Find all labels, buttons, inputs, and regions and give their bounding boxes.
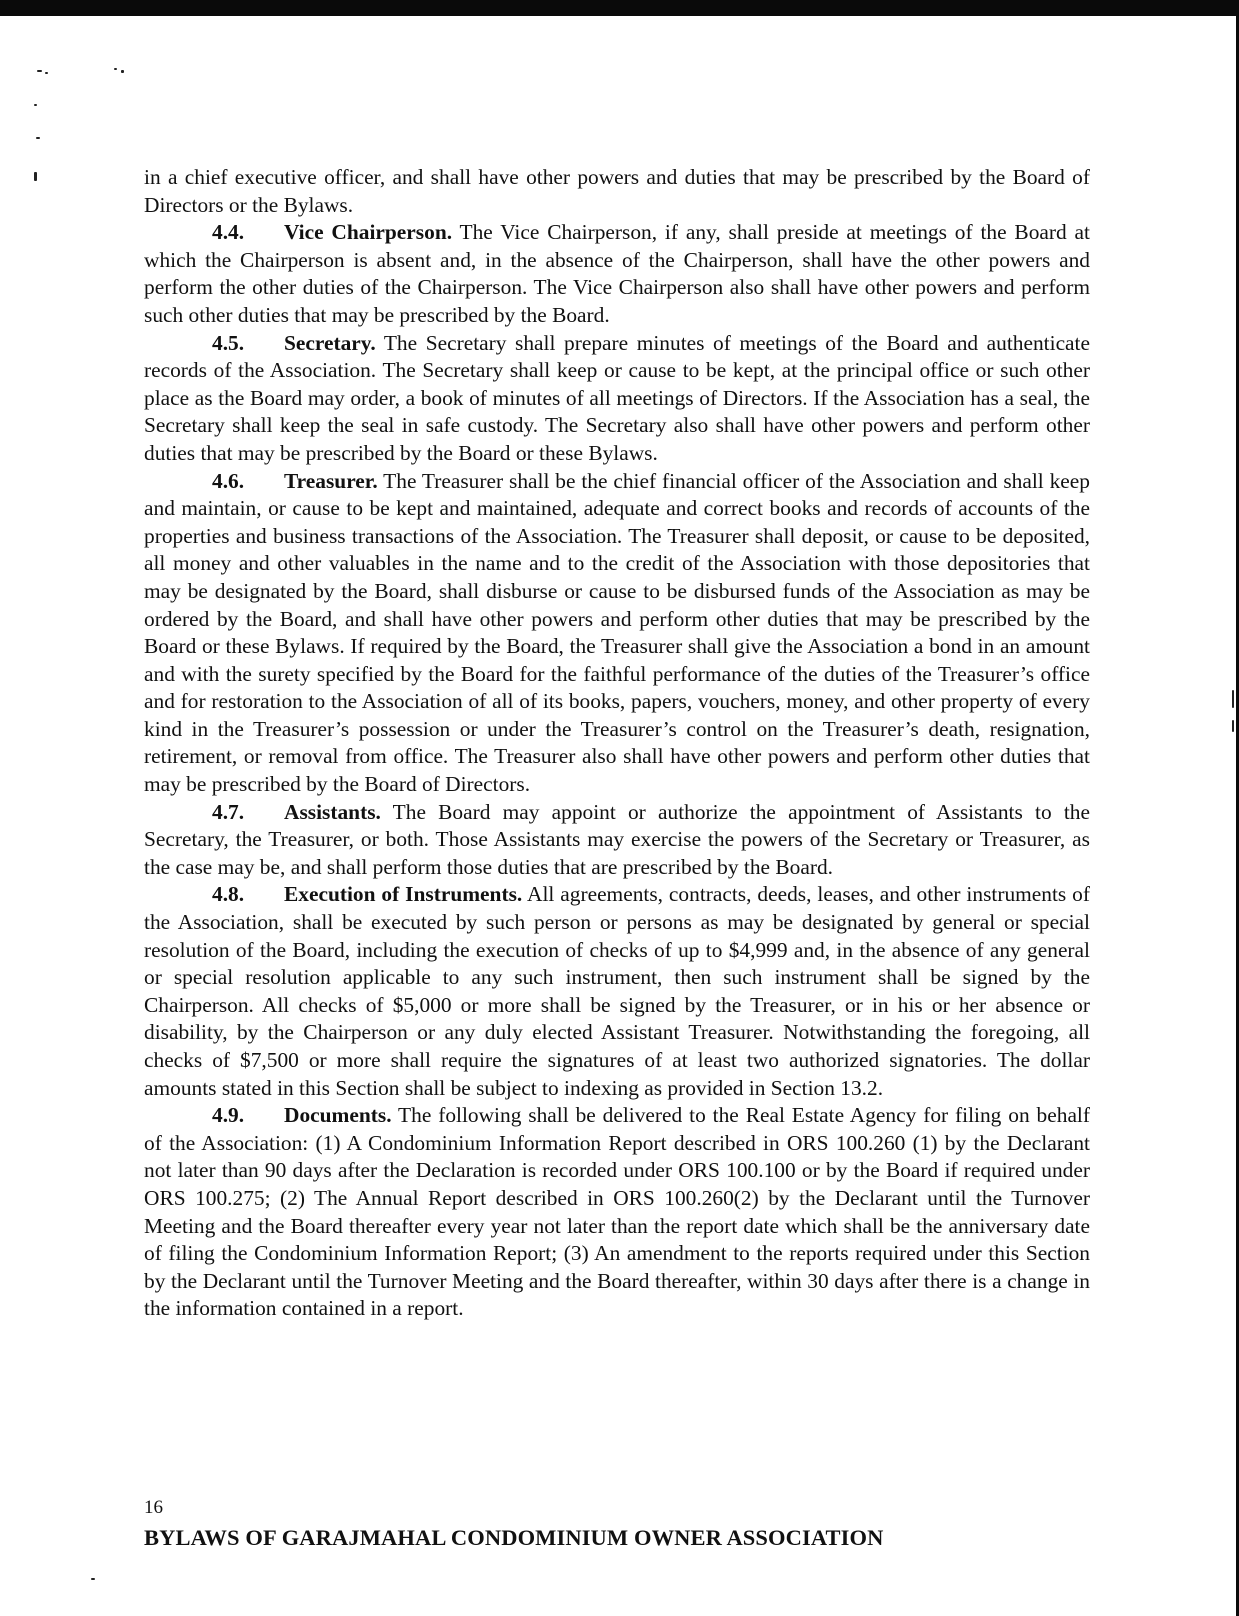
section-4-5 — [144, 330, 1090, 468]
section-number: 4.7. — [212, 799, 245, 824]
section-text: The Treasurer shall be the chief financial officer of the Association and shall keep and maintain, or cause to be kept and maintained, adequate and correct books and records of accounts of the properties and business transactions of the Association. The Treasurer shall deposit, or cause to be deposited, all money and other valuables in the name and to the credit of the Association with those depositories that may be designated by the Board, shall disburse or cause to be disbursed funds of the Association as may be ordered by the Board, and shall have other powers and perform other duties that may be prescribed by the Board or these Bylaws. If required by the Board, the Treasurer shall give the Association a bond in an amount and with the surety specified by the Board for the faithful performance of the duties of the Treasurer’s office and for restoration to the Association of all of its books, papers, vouchers, money, and other property of every kind in the Treasurer’s possession or under the Treasurer’s control on the Treasurer’s death, resignation, retirement, or removal from office. The Treasurer also shall have other powers and perform other duties that may be prescribed by the Board of Directors. — [144, 468, 1090, 797]
document-body — [144, 164, 1090, 1323]
section-number: 4.4. — [212, 220, 245, 245]
scan-speck — [1232, 720, 1234, 732]
scan-speck — [37, 70, 42, 72]
section-number: 4.6. — [212, 468, 245, 493]
scan-speck — [1232, 690, 1234, 708]
section-text: All agreements, contracts, deeds, leases, and other instruments of the Association, shall be executed by such person or persons as may be designated by general or special resolution of the Board, including the execution of checks of up to $4,999 and, in the absence of any general or special resolution applicable to any such instrument, then such instrument shall be signed by the Chairperson. All checks of $5,000 or more shall be signed by the Treasurer, or in his or her absence or disability, by the Chairperson or any duly elected Assistant Treasurer. Notwithstanding the foregoing, all checks of $7,500 or more shall require the signatures of at least two authorized signatories. The dollar amounts stated in this Section shall be subject to indexing as provided in Section 13.2. — [144, 882, 1090, 1100]
section-4-9 — [144, 1102, 1090, 1323]
opening-paragraph: in a chief executive officer, and shall have other powers and duties that may be prescribed by the Board of Directors or the Bylaws. — [144, 165, 1090, 217]
section-title: Secretary. — [284, 330, 376, 355]
scan-speck — [34, 172, 37, 181]
section-number: 4.9. — [212, 1103, 245, 1128]
section-text: The Board may appoint or authorize the appointment of Assistants to the Secretary, the Treasurer, or both. Those Assistants may exercise the powers of the Secretary or Treasurer, as the case may be, and shall perform those duties that are prescribed by the Board. — [144, 799, 1090, 879]
scan-speck — [114, 68, 117, 70]
scan-speck — [121, 70, 124, 73]
scan-speck — [34, 104, 37, 106]
scan-speck — [45, 72, 48, 74]
scan-speck — [36, 137, 40, 139]
section-title: Execution of Instruments. — [284, 882, 523, 907]
section-text: The Secretary shall prepare minutes of meetings of the Board and authenticate records of the Association. The Secretary shall keep or cause to be kept, at the principal office or such other place as the Board may order, a book of minutes of all meetings of Directors. If the Association has a seal, the Secretary shall keep the seal in safe custody. The Secretary also shall have other powers and perform other duties that may be prescribed by the Board or these Bylaws. — [144, 330, 1090, 465]
section-number: 4.8. — [212, 882, 245, 907]
section-4-6 — [144, 468, 1090, 799]
section-number: 4.5. — [212, 330, 245, 355]
section-4-7 — [144, 799, 1090, 882]
section-title: Documents. — [284, 1103, 392, 1128]
section-text: The following shall be delivered to the Real Estate Agency for filing on behalf of the Association: (1) A Condominium Information Report described in ORS 100.260 (1) by the Declarant not later than 90 days after the Declaration is recorded under ORS 100.100 or by the Board if required under ORS 100.275; (2) The Annual Report described in ORS 100.260(2) by the Declarant until the Turnover Meeting and the Board thereafter every year not later than the report date which shall be the anniversary date of filing the Condominium Information Report; (3) An amendment to the reports required under this Section by the Declarant until the Turnover Meeting and the Board thereafter, within 30 days after there is a change in the information contained in a report. — [144, 1103, 1090, 1321]
section-title: Vice Chairperson. — [284, 220, 453, 245]
section-4-4 — [144, 219, 1090, 329]
page-number: 16 — [144, 1497, 163, 1518]
section-title: Assistants. — [284, 799, 381, 824]
scan-top-border — [0, 0, 1239, 16]
section-4-8 — [144, 881, 1090, 1102]
footer-title: BYLAWS OF GARAJMAHAL CONDOMINIUM OWNER ASSOCIATION — [144, 1525, 884, 1550]
section-title: Treasurer. — [284, 468, 378, 493]
scan-speck — [91, 1578, 95, 1580]
section-text: The Vice Chairperson, if any, shall preside at meetings of the Board at which the Chairperson is absent and, in the absence of the Chairperson, shall have the other powers and perform the other duties of the Chairperson. The Vice Chairperson also shall have other powers and perform such other duties that may be prescribed by the Board. — [144, 220, 1090, 327]
